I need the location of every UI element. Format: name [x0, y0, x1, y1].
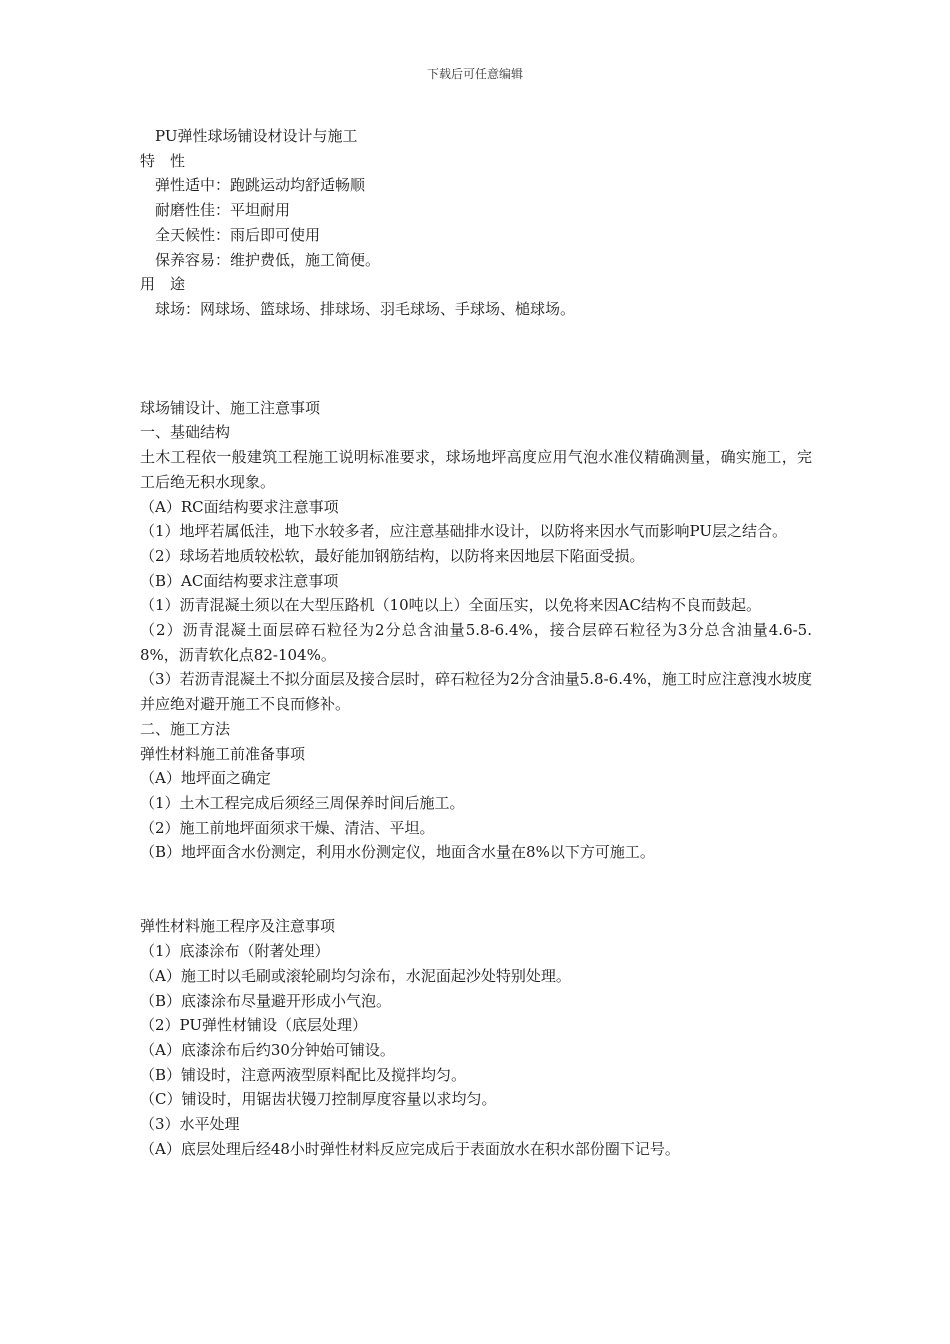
- page-header-note: 下载后可任意编辑: [426, 67, 523, 81]
- spacer: [140, 890, 812, 915]
- usage-heading: 用 途: [140, 275, 186, 294]
- feature-item: 全天候性：雨后即可使用: [140, 225, 321, 244]
- list-item: （1）地坪若属低洼，地下水较多者，应注意基础排水设计，以防将来因水气而影响PU层之结合。: [140, 522, 788, 541]
- list-item: （2）PU弹性材铺设（底层处理）: [140, 1016, 368, 1035]
- feature-item: 保养容易：维护费低，施工简便。: [140, 250, 381, 269]
- list-item: （B）地坪面含水份测定，利用水份测定仪，地面含水量在8%以下方可施工。: [140, 843, 655, 862]
- document-title: PU弹性球场铺设材设计与施工: [140, 127, 358, 145]
- section-heading: 一、基础结构: [140, 423, 231, 442]
- list-item: （C）铺设时，用锯齿状镘刀控制厚度容量以求均匀。: [140, 1090, 497, 1109]
- feature-item: 弹性适中：跑跳运动均舒适畅顺: [140, 176, 366, 195]
- list-item: （1）底漆涂布（附著处理）: [140, 942, 330, 961]
- list-item: （A）底漆涂布后约30分钟始可铺设。: [140, 1040, 395, 1059]
- list-item: （A）施工时以毛刷或滚轮刷均匀涂布，水泥面起沙处特别处理。: [140, 966, 571, 985]
- document-body: [140, 124, 812, 1161]
- list-item: （2）球场若地质较松软，最好能加钢筋结构，以防将来因地层下陷面受损。: [140, 546, 645, 565]
- notes-heading: 球场铺设计、施工注意事项: [140, 398, 321, 417]
- subsection-heading: （A）RC面结构要求注意事项: [140, 497, 339, 516]
- list-item: （A）底层处理后经48小时弹性材料反应完成后于表面放水在积水部份圈下记号。: [140, 1139, 680, 1158]
- spacer: [140, 346, 812, 371]
- list-item: （1）土木工程完成后须经三周保养时间后施工。: [140, 793, 465, 812]
- list-item: （2）沥青混凝土面层碎石粒径为2分总含油量5.8-6.4%，接合层碎石粒径为3分总含油量4.6-5.8%，沥青软化点82-104%。: [140, 621, 812, 664]
- subsection-heading: （B）AC面结构要求注意事项: [140, 571, 339, 590]
- list-item: （2）施工前地坪面须求干燥、清洁、平坦。: [140, 818, 435, 837]
- section-heading: 二、施工方法: [140, 719, 231, 738]
- list-item: （1）沥青混凝土须以在大型压路机（10吨以上）全面压实，以免将来因AC结构不良而鼓起。: [140, 596, 761, 615]
- list-item: （B）铺设时，注意两液型原料配比及搅拌均匀。: [140, 1065, 467, 1084]
- list-item: （3）若沥青混凝土不拟分面层及接合层时，碎石粒径为2分含油量5.8-6.4%，施工时应注意洩水坡度并应绝对避开施工不良而修补。: [140, 670, 812, 714]
- usage-text: 球场：网球场、篮球场、排球场、羽毛球场、手球场、槌球场。: [140, 299, 576, 318]
- list-item: （A）地坪面之确定: [140, 769, 271, 788]
- feature-item: 耐磨性佳：平坦耐用: [140, 201, 291, 220]
- features-heading: 特 性: [140, 151, 186, 170]
- list-item: （3）水平处理: [140, 1115, 240, 1134]
- spacer: [140, 371, 812, 396]
- subsection-heading: 弹性材料施工前准备事项: [140, 744, 306, 763]
- spacer: [140, 322, 812, 347]
- list-item: （B）底漆涂布尽量避开形成小气泡。: [140, 991, 392, 1010]
- subsection-heading: 弹性材料施工程序及注意事项: [140, 917, 336, 936]
- paragraph: 土木工程依一般建筑工程施工说明标准要求，球场地坪高度应用气泡水准仪精确测量，确实施工，完工后绝无积水现象。: [140, 448, 812, 491]
- spacer: [140, 865, 812, 890]
